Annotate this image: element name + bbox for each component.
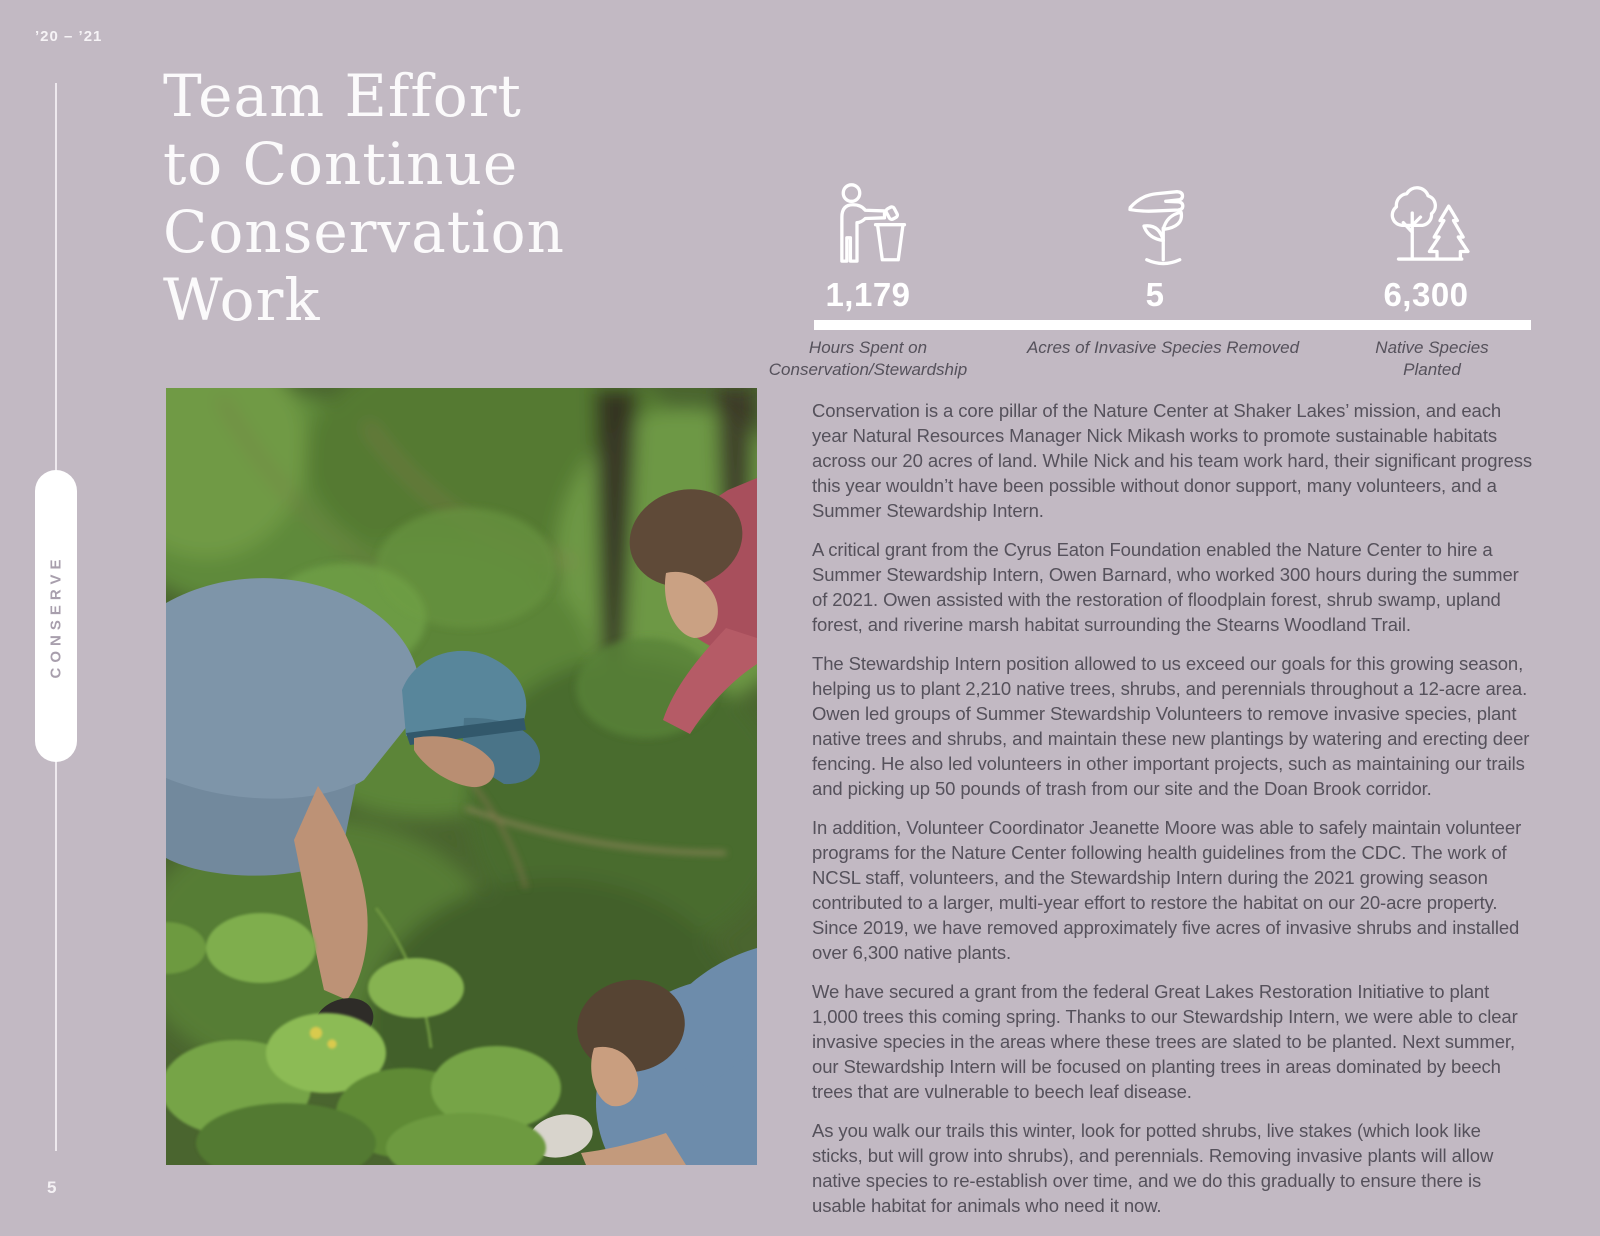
- page-number: 5: [47, 1178, 57, 1197]
- page-title: [163, 62, 565, 334]
- page-title-line: Conservation: [163, 198, 565, 266]
- stat-value: 5: [1145, 276, 1165, 313]
- stat-native: [1382, 178, 1470, 314]
- hand-planting-icon: [1111, 178, 1199, 268]
- section-pill-label: CONSERVE: [47, 554, 65, 678]
- conservation-photo: [166, 388, 757, 1165]
- page-title-line: Work: [163, 266, 321, 334]
- stat-label: Acres of Invasive Species Removed: [1026, 338, 1300, 357]
- stat-value: 1,179: [825, 276, 911, 313]
- stat-value: 6,300: [1383, 276, 1469, 313]
- article-paragraph: We have secured a grant from the federal Great Lakes Restoration Initiative to plant 1,000 trees this coming spring. Thanks to our Stewardship Intern, we were able to clear invasive species in the areas where these trees are slated to be planted. Next summer, our Stewardship Intern will be focused on planting trees in areas dominated by beech trees that are vulnerable to beech leaf disease.: [812, 981, 1518, 1102]
- stat-acres: [1111, 178, 1199, 314]
- article-paragraph: A critical grant from the Cyrus Eaton Foundation enabled the Nature Center to hire a Summer Stewardship Intern, Owen Barnard, who worked 300 hours during the summer of 2021. Owen assisted with the restoration of floodplain forest, shrub swamp, upland forest, and riverine marsh habitat surrounding the Stearns Woodland Trail.: [812, 539, 1519, 635]
- litter-pickup-icon: [824, 178, 912, 268]
- article-paragraph: The Stewardship Intern position allowed to us exceed our goals for this growing season, helping us to plant 2,210 native trees, shrubs, and perennials throughout a 12-acre area. Owen led groups of Summer Stewardship Volunteers to remove invasive species, plant native trees and shrubs, and maintain these new plantings by watering and erecting deer fencing. He also led volunteers in other important projects, such as maintaining our trails and picking up 50 pounds of trash from our site and the Doan Brook corridor.: [812, 653, 1530, 799]
- edition-label: ’20 – ’21: [35, 28, 103, 45]
- article-paragraph: As you walk our trails this winter, look for potted shrubs, live stakes (which look like sticks, but will grow into shrubs), and perennials. Removing invasive plants will allow native species to re-establish over time, and we do this gradually to ensure there is usable habitat for animals who need it now.: [812, 1120, 1494, 1216]
- stat-label: Hours Spent on Conservation/Stewardship: [768, 338, 968, 379]
- article-paragraph: In addition, Volunteer Coordinator Jeanette Moore was able to safely maintain volunteer programs for the Nature Center following health guidelines from the CDC. The work of NCSL staff, volunteers, and the Stewardship Intern during the 2021 growing season contributed to a larger, multi-year effort to restore the habitat on our 20-acre property. Since 2019, we have removed approximately five acres of invasive shrubs and installed over 6,300 native plants.: [812, 817, 1522, 963]
- article-body: [812, 398, 1534, 1218]
- article-paragraph: Conservation is a core pillar of the Nature Center at Shaker Lakes’ mission, and each year Natural Resources Manager Nick Mikash works to promote sustainable habitats across our 20 acres of land. While Nick and his team work hard, their significant progress this year wouldn’t have been possible without donor support, many volunteers, and a Summer Stewardship Intern.: [812, 400, 1533, 521]
- stats-divider-bar: [814, 320, 1531, 330]
- page-title-line: to Continue: [163, 130, 519, 198]
- trees-icon: [1382, 178, 1470, 268]
- section-pill: [35, 470, 77, 762]
- page-title-line: Team Effort: [163, 62, 522, 130]
- stat-hours: [824, 178, 912, 314]
- stat-label: Native Species Planted: [1375, 338, 1489, 379]
